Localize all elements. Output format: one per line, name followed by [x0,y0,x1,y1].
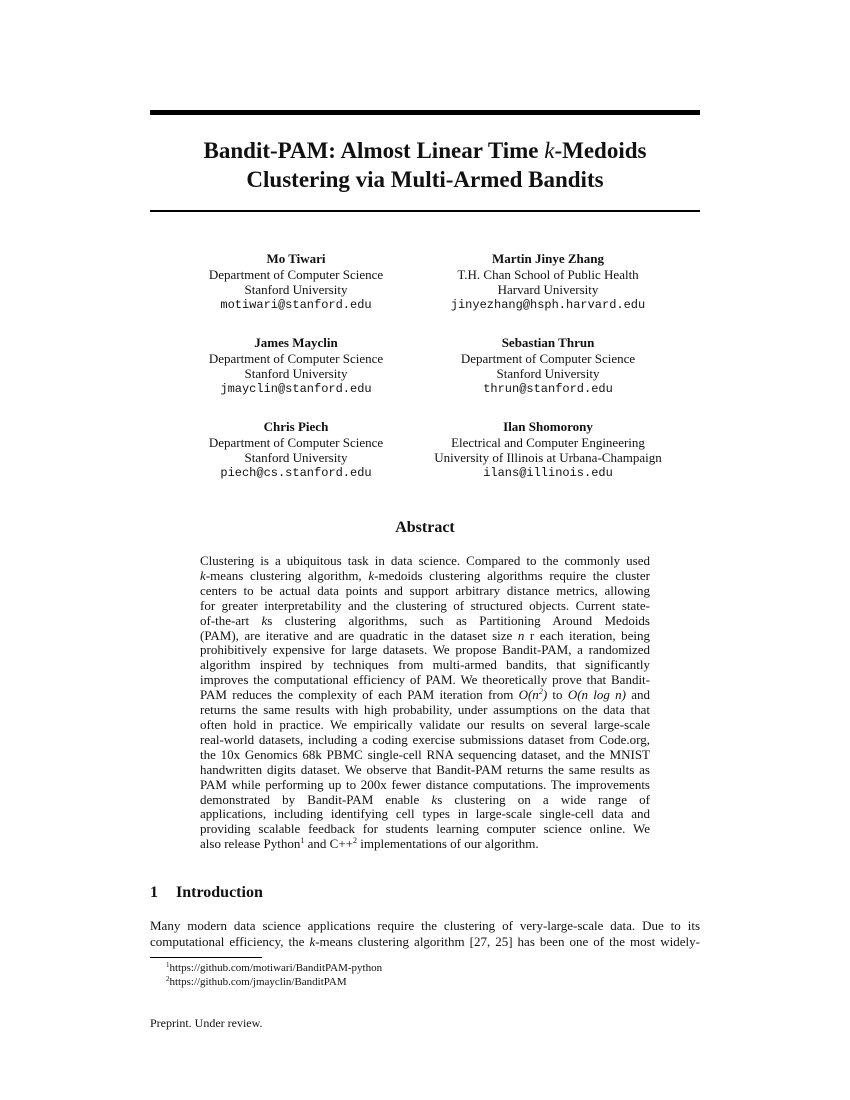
abstract-line: providing scalable feedback for students learning computer science online. We [200,821,650,837]
abstract-line: PAM reduces the complexity of each PAM iteration from $O(n^2)$ to O(n log n) and [200,687,651,703]
title-text-part2: -Medoids [554,138,647,163]
author-email[interactable]: motiwari@stanford.edu [220,297,372,312]
author-name: Sebastian Thrun [501,335,595,350]
abstract-line-text: also release Python [200,836,301,852]
author-email[interactable]: jinyezhang@hsph.harvard.edu [450,297,646,312]
math-complexity-to: O(n log n) [567,687,626,703]
footnote-ref[interactable]: 1 [300,836,305,846]
math-k: k [431,791,438,807]
abstract-line: algorithm inspired by techniques from multi-armed bandits, that significantly [200,657,650,673]
abstract-line-text: PAM reduces the complexity of each PAM iteration from [200,687,514,703]
author-department: Department of Computer Science [460,350,636,366]
title-math-k: k [544,138,555,163]
author-email[interactable]: piech@cs.stanford.edu [220,465,372,480]
math-k: k [261,612,268,628]
section-title: Introduction [176,884,263,901]
section-heading-introduction [150,884,263,902]
abstract-line: k-means clustering algorithm, k-medoids clustering algorithms require the cluster [200,567,650,583]
paper-title [150,136,700,194]
abstract-line: real-world datasets, including a coding exercise submissions dataset from Code.org, [200,731,650,747]
title-bottom-rule [150,210,700,212]
math-k: k [368,567,375,583]
footnote-mark: 2 [166,975,170,983]
author-name: Chris Piech [263,419,329,434]
math-n: n [517,627,530,643]
author-department: T.H. Chan School of Public Health [457,266,639,282]
author-name: James Mayclin [254,335,338,350]
abstract-line: centers to be actual data points and support arbitrary distance metrics, allowing [200,582,650,598]
footnote-ref[interactable]: 2 [352,836,357,846]
author-name: Ilan Shomorony [503,419,593,434]
footnote [166,962,382,975]
footnote-rule [150,957,262,958]
author-affiliation: Stanford University [244,366,348,381]
author-name: Mo Tiwari [266,251,326,266]
abstract-line: Clustering is a ubiquitous task in data science. Compared to the commonly used [200,553,650,568]
abstract-line: returns the same results with high probability, under assumptions on the data that [200,702,650,718]
abstract-line: (PAM), are iterative and are quadratic in the dataset size n r each iteration, being [200,627,651,643]
intro-line: Many modern data science applications require the clustering of very-large-scale data. Due to its [150,918,700,933]
math-k: k [200,567,206,583]
author-block [398,335,698,397]
author-department: Electrical and Computer Engineering [451,434,645,450]
author-affiliation: Stanford University [244,282,348,297]
title-text-line2: Clustering via Multi-Armed Bandits [246,167,604,192]
author-affiliation: Stanford University [496,366,600,381]
abstract-heading: Abstract [395,519,455,536]
math-k: k [309,934,316,949]
preprint-notice: Preprint. Under review. [150,1016,263,1030]
footnote-link[interactable]: https://github.com/motiwari/BanditPAM-python [169,962,383,974]
author-affiliation: University of Illinois at Urbana-Champaign [434,450,662,465]
abstract-line: handwritten digits dataset. We observe that Bandit-PAM returns the same results as [200,761,650,777]
abstract-line: also release Python$^1$ and C++$^2$ implementations of our algorithm. [200,836,539,852]
author-affiliation: Harvard University [497,282,599,297]
abstract-line: for greater interpretability and the clustering of structured objects. Current state- [200,597,650,613]
footnote-mark: 1 [166,961,170,969]
footnote-link[interactable]: https://github.com/jmayclin/BanditPAM [169,976,347,988]
author-email[interactable]: ilans@illinois.edu [483,465,613,480]
abstract-text [200,554,650,852]
abstract-line: prohibitively expensive for large datasets. We propose Bandit-PAM, a randomized [200,642,650,658]
introduction-text [150,918,700,950]
math-complexity-from: $O(n^2)$ [518,687,548,703]
abstract-line: of-the-art ks clustering algorithms, such as Partitioning Around Medoids [200,612,650,628]
footnote [166,976,347,989]
author-email[interactable]: jmayclin@stanford.edu [220,381,372,396]
author-department: Department of Computer Science [208,266,384,282]
author-affiliation: Stanford University [244,450,348,465]
abstract-line: the 10x Genomics 68k PBMC single-cell RNA sequencing dataset, and the MNIST [200,746,650,762]
author-name: Martin Jinye Zhang [492,251,604,266]
author-block [398,251,698,313]
abstract-line: often hold in practice. We empirically validate our results on several large-scale [200,716,650,732]
abstract-line: applications, including identifying cell types in large-scale single-cell data and [200,806,650,822]
author-department: Department of Computer Science [208,434,384,450]
author-email[interactable]: thrun@stanford.edu [483,381,613,396]
abstract-line-text: -means clustering algorithm, [205,567,369,583]
abstract-line: improves the computational efficiency of PAM. We theoretically prove that Bandit- [200,672,650,688]
title-text-part1: Bandit-PAM: Almost Linear Time [203,138,545,163]
author-department: Department of Computer Science [208,350,384,366]
intro-line: computational efficiency, the k-means clustering algorithm [27, 25] has been one of the most widely- [150,934,700,949]
author-block [390,419,706,481]
abstract-line: demonstrated by Bandit-PAM enable ks clustering on a wide range of [200,791,650,807]
section-number: 1 [150,884,158,901]
abstract-line: PAM while performing up to 200x fewer distance computations. The improvements [200,776,650,792]
title-top-rule [150,110,700,115]
